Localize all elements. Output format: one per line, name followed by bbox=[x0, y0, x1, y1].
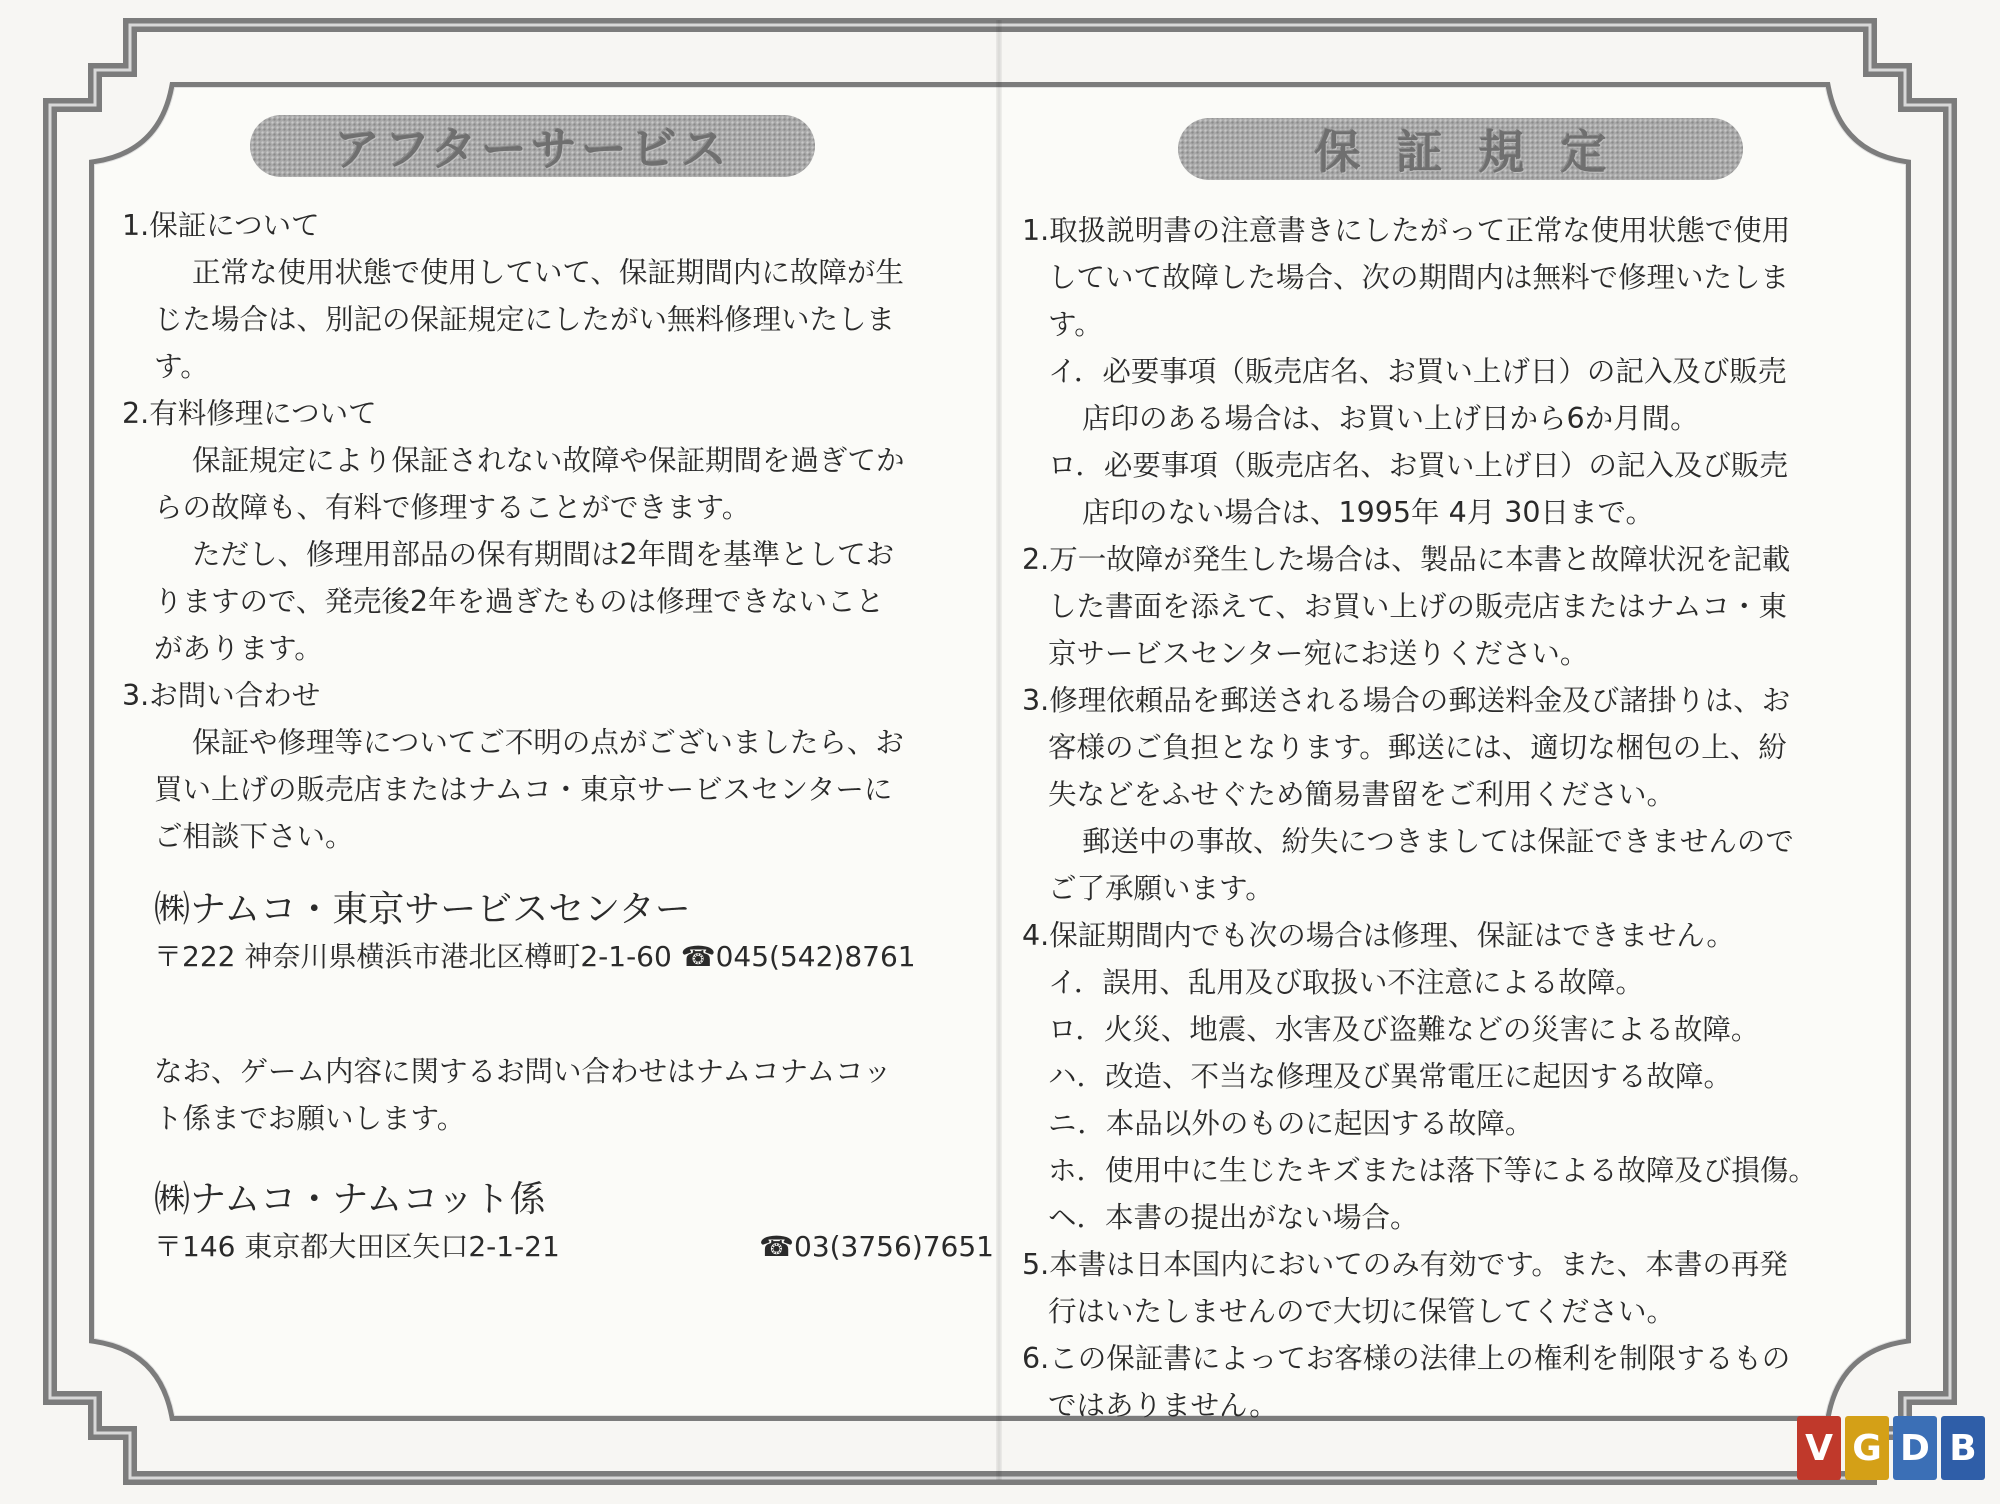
inquiry-heading: 3.お問い合わせ bbox=[122, 679, 321, 712]
rule-3-note-line: ご了承願います。 bbox=[1048, 872, 1274, 905]
after-service-section bbox=[122, 202, 994, 1270]
after-service-title-banner bbox=[250, 115, 815, 177]
inquiry-text-line: ご相談下さい。 bbox=[154, 820, 354, 853]
service-center-address: 〒222 神奈川県横浜市港北区樽町2-1-60 ☎045(542)8761 bbox=[154, 940, 916, 973]
namcot-phone: ☎03(3756)7651 bbox=[759, 1230, 994, 1263]
rule-5-line: 行はいたしませんので大切に保管してください。 bbox=[1048, 1295, 1676, 1328]
rule-4-item: ニ．本品以外のものに起因する故障。 bbox=[1048, 1107, 1534, 1140]
inquiry-text-line: 買い上げの販売店またはナムコ・東京サービスセンターに bbox=[154, 773, 893, 806]
paid-repair-heading: 2.有料修理について bbox=[122, 397, 377, 430]
watermark-letter: V bbox=[1797, 1416, 1841, 1480]
vgdb-watermark-logo bbox=[1797, 1416, 1985, 1480]
warranty-rules-section bbox=[1022, 207, 1817, 1429]
service-center-name: ㈱ナムコ・東京サービスセンター bbox=[154, 889, 691, 930]
rule-2-line: 2.万一故障が発生した場合は、製品に本書と故障状況を記載 bbox=[1022, 543, 1791, 576]
rule-4-line: 4.保証期間内でも次の場合は修理、保証はできません。 bbox=[1022, 919, 1735, 952]
rule-1a-line: イ．必要事項（販売店名、お買い上げ日）の記入及び販売 bbox=[1048, 355, 1787, 388]
namcot-address: 〒146 東京都大田区矢口2-1-21 bbox=[154, 1230, 560, 1263]
after-service-title: アフターサービス bbox=[334, 122, 731, 176]
warranty-text-line: じた場合は、別記の保証規定にしたがい無料修理いたしま bbox=[154, 303, 896, 336]
game-inquiry-line: なお、ゲーム内容に関するお問い合わせはナムコナムコッ bbox=[154, 1055, 892, 1088]
namcot-name: ㈱ナムコ・ナムコット係 bbox=[154, 1179, 546, 1220]
rule-2-line: 京サービスセンター宛にお送りください。 bbox=[1048, 637, 1589, 670]
rule-1b-line: ロ．必要事項（販売店名、お買い上げ日）の記入及び販売 bbox=[1048, 449, 1788, 482]
warranty-rules-title: 保証規定 bbox=[1314, 125, 1643, 179]
rule-6-line: ではありません。 bbox=[1048, 1389, 1278, 1422]
rule-1-line: していて故障した場合、次の期間内は無料で修理いたしま bbox=[1048, 261, 1790, 294]
watermark-letter: B bbox=[1941, 1416, 1985, 1480]
rule-4-item: ロ．火災、地震、水害及び盗難などの災害による故障。 bbox=[1048, 1013, 1760, 1046]
game-inquiry-line: ト係までお願いします。 bbox=[154, 1102, 466, 1135]
rule-1-line: す。 bbox=[1048, 308, 1103, 341]
rule-5-line: 5.本書は日本国内においてのみ有効です。また、本書の再発 bbox=[1022, 1248, 1788, 1281]
rule-2-line: した書面を添えて、お買い上げの販売店またはナムコ・東 bbox=[1048, 590, 1788, 623]
rule-1-line: 1.取扱説明書の注意書きにしたがって正常な使用状態で使用 bbox=[1022, 214, 1791, 247]
center-fold bbox=[996, 20, 1002, 1480]
rule-4-item: ハ．改造、不当な修理及び異常電圧に起因する故障。 bbox=[1048, 1060, 1733, 1093]
paid-repair-text-line: があります。 bbox=[154, 632, 323, 665]
warranty-text-line: 正常な使用状態で使用していて、保証期間内に故障が生 bbox=[192, 256, 904, 289]
rule-4-item: ヘ．本書の提出がない場合。 bbox=[1048, 1201, 1419, 1234]
namcot-contact bbox=[122, 1223, 994, 1270]
rule-1b-line: 店印のない場合は、1995年 4月 30日まで。 bbox=[1082, 496, 1654, 529]
rule-3-line: 3.修理依頼品を郵送される場合の郵送料金及び諸掛りは、お bbox=[1022, 684, 1791, 717]
warranty-rules-title-banner bbox=[1178, 118, 1743, 180]
warranty-text-line: す。 bbox=[154, 350, 209, 383]
watermark-letter: D bbox=[1893, 1416, 1937, 1480]
warranty-heading: 1.保証について bbox=[122, 209, 320, 242]
paid-repair-text-line: りますので、発売後2年を過ぎたものは修理できないこと bbox=[154, 585, 885, 618]
rule-3-line: 失などをふせぐため簡易書留をご利用ください。 bbox=[1048, 778, 1676, 811]
inquiry-text-line: 保証や修理等についてご不明の点がございましたら、お bbox=[192, 726, 904, 759]
watermark-letter: G bbox=[1845, 1416, 1889, 1480]
rule-6-line: 6.この保証書によってお客様の法律上の権利を制限するもの bbox=[1022, 1342, 1791, 1375]
rule-4-item: イ．誤用、乱用及び取扱い不注意による故障。 bbox=[1048, 966, 1644, 999]
rule-1a-line: 店印のある場合は、お買い上げ日から6か月間。 bbox=[1082, 402, 1699, 435]
paid-repair-text-line: ただし、修理用部品の保有期間は2年間を基準としてお bbox=[192, 538, 895, 571]
paid-repair-text-line: 保証規定により保証されない故障や保証期間を過ぎてか bbox=[192, 444, 905, 477]
paid-repair-text-line: らの故障も、有料で修理することができます。 bbox=[154, 491, 751, 524]
rule-3-note-line: 郵送中の事故、紛失につきましては保証できませんので bbox=[1082, 825, 1794, 858]
rule-3-line: 客様のご負担となります。郵送には、適切な梱包の上、紛 bbox=[1048, 731, 1787, 764]
rule-4-item: ホ．使用中に生じたキズまたは落下等による故障及び損傷。 bbox=[1048, 1154, 1817, 1187]
